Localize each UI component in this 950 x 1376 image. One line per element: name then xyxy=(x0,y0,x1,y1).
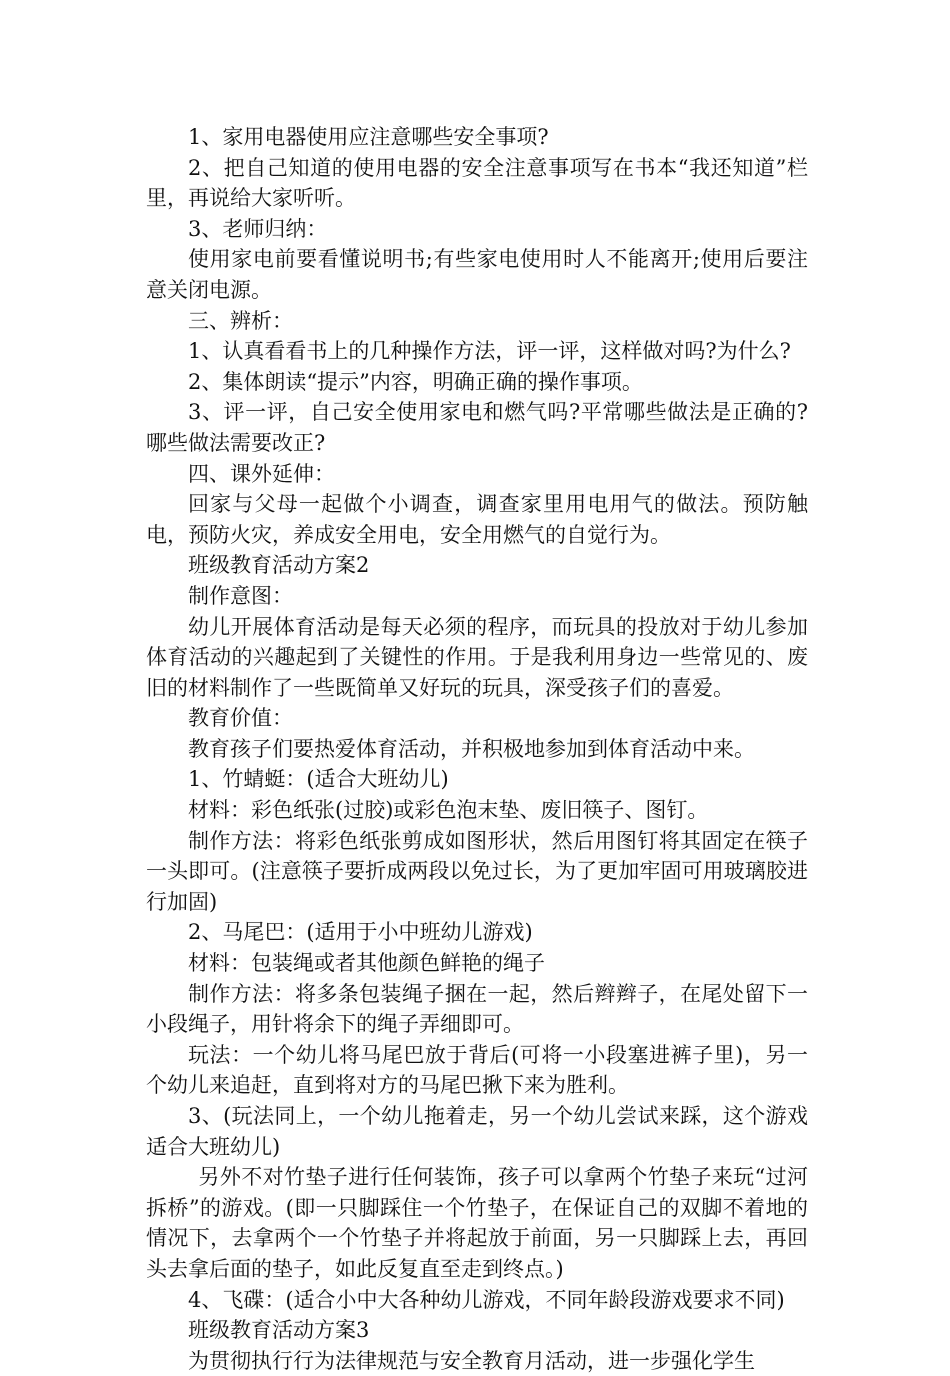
plan-title: 班级教育活动方案2 xyxy=(188,553,370,578)
document-page xyxy=(146,122,808,1376)
paragraph: 4、飞碟：(适合小中大各种幼儿游戏，不同年龄段游戏要求不同) xyxy=(188,1287,785,1312)
paragraph: 1、家用电器使用应注意哪些安全事项? xyxy=(188,125,549,149)
paragraph: 3、(玩法同上，一个幼儿拖着走，另一个幼儿尝试来踩，这个游戏适合大班幼儿) xyxy=(146,1104,808,1159)
paragraph: 2、马尾巴：(适用于小中班幼儿游戏) xyxy=(188,920,533,945)
paragraph: 为贯彻执行行为法律规范与安全教育月活动，进一步强化学生 xyxy=(188,1348,755,1373)
section-heading: 制作意图： xyxy=(188,583,293,608)
section-heading: 教育价值： xyxy=(188,706,293,731)
section-heading: 三、辨析： xyxy=(188,308,293,333)
paragraph: 材料：包装绳或者其他颜色鲜艳的绳子 xyxy=(188,951,545,976)
paragraph: 回家与父母一起做个小调查，调查家里用电用气的做法。预防触电，预防火灾，养成安全用电，安全用燃气的自觉行为。 xyxy=(146,492,808,547)
paragraph: 幼儿开展体育活动是每天必须的程序，而玩具的投放对于幼儿参加体育活动的兴趣起到了关键性的作用。于是我利用身边一些常见的、废旧的材料制作了一些既简单又好玩的玩具，深受孩子们的喜爱。 xyxy=(146,614,808,700)
paragraph: 教育孩子们要热爱体育活动，并积极地参加到体育活动中来。 xyxy=(188,736,755,761)
paragraph: 2、集体朗读“提示”内容，明确正确的操作事项。 xyxy=(188,369,643,394)
paragraph: 材料：彩色纸张(过胶)或彩色泡末垫、废旧筷子、图钉。 xyxy=(188,798,709,823)
paragraph: 使用家电前要看懂说明书;有些家电使用时人不能离开;使用后要注意关闭电源。 xyxy=(146,247,808,302)
plan-title: 班级教育活动方案3 xyxy=(188,1318,370,1343)
paragraph: 另外不对竹垫子进行任何装饰，孩子可以拿两个竹垫子来玩“过河拆桥”的游戏。(即一只脚踩住一个竹垫子，在保证自己的双脚不着地的情况下，去拿两个一个竹垫子并将起放于前面，另一只脚踩上去，再回头去拿后面的垫子，如此反复直至走到终点。) xyxy=(146,1165,808,1281)
paragraph: 3、评一评，自己安全使用家电和燃气吗?平常哪些做法是正确的?哪些做法需要改正? xyxy=(146,400,808,455)
paragraph: 3、老师归纳： xyxy=(188,216,328,241)
section-heading: 四、课外延伸： xyxy=(188,461,335,486)
paragraph: 制作方法：将彩色纸张剪成如图形状，然后用图钉将其固定在筷子一头即可。(注意筷子要折成两段以免过长，为了更加牢固可用玻璃胶进行加固) xyxy=(146,828,808,914)
paragraph: 2、把自己知道的使用电器的安全注意事项写在书本“我还知道”栏里，再说给大家听听。 xyxy=(146,155,808,211)
paragraph: 1、竹蜻蜓：(适合大班幼儿) xyxy=(188,767,449,792)
paragraph: 制作方法：将多条包装绳子捆在一起，然后辫辫子，在尾处留下一小段绳子，用针将余下的绳子弄细即可。 xyxy=(146,981,808,1037)
paragraph: 1、认真看看书上的几种操作方法，评一评，这样做对吗?为什么? xyxy=(188,339,791,364)
paragraph: 玩法：一个幼儿将马尾巴放于背后(可将一小段塞进裤子里)，另一个幼儿来追赶，直到将对方的马尾巴揪下来为胜利。 xyxy=(146,1042,808,1098)
